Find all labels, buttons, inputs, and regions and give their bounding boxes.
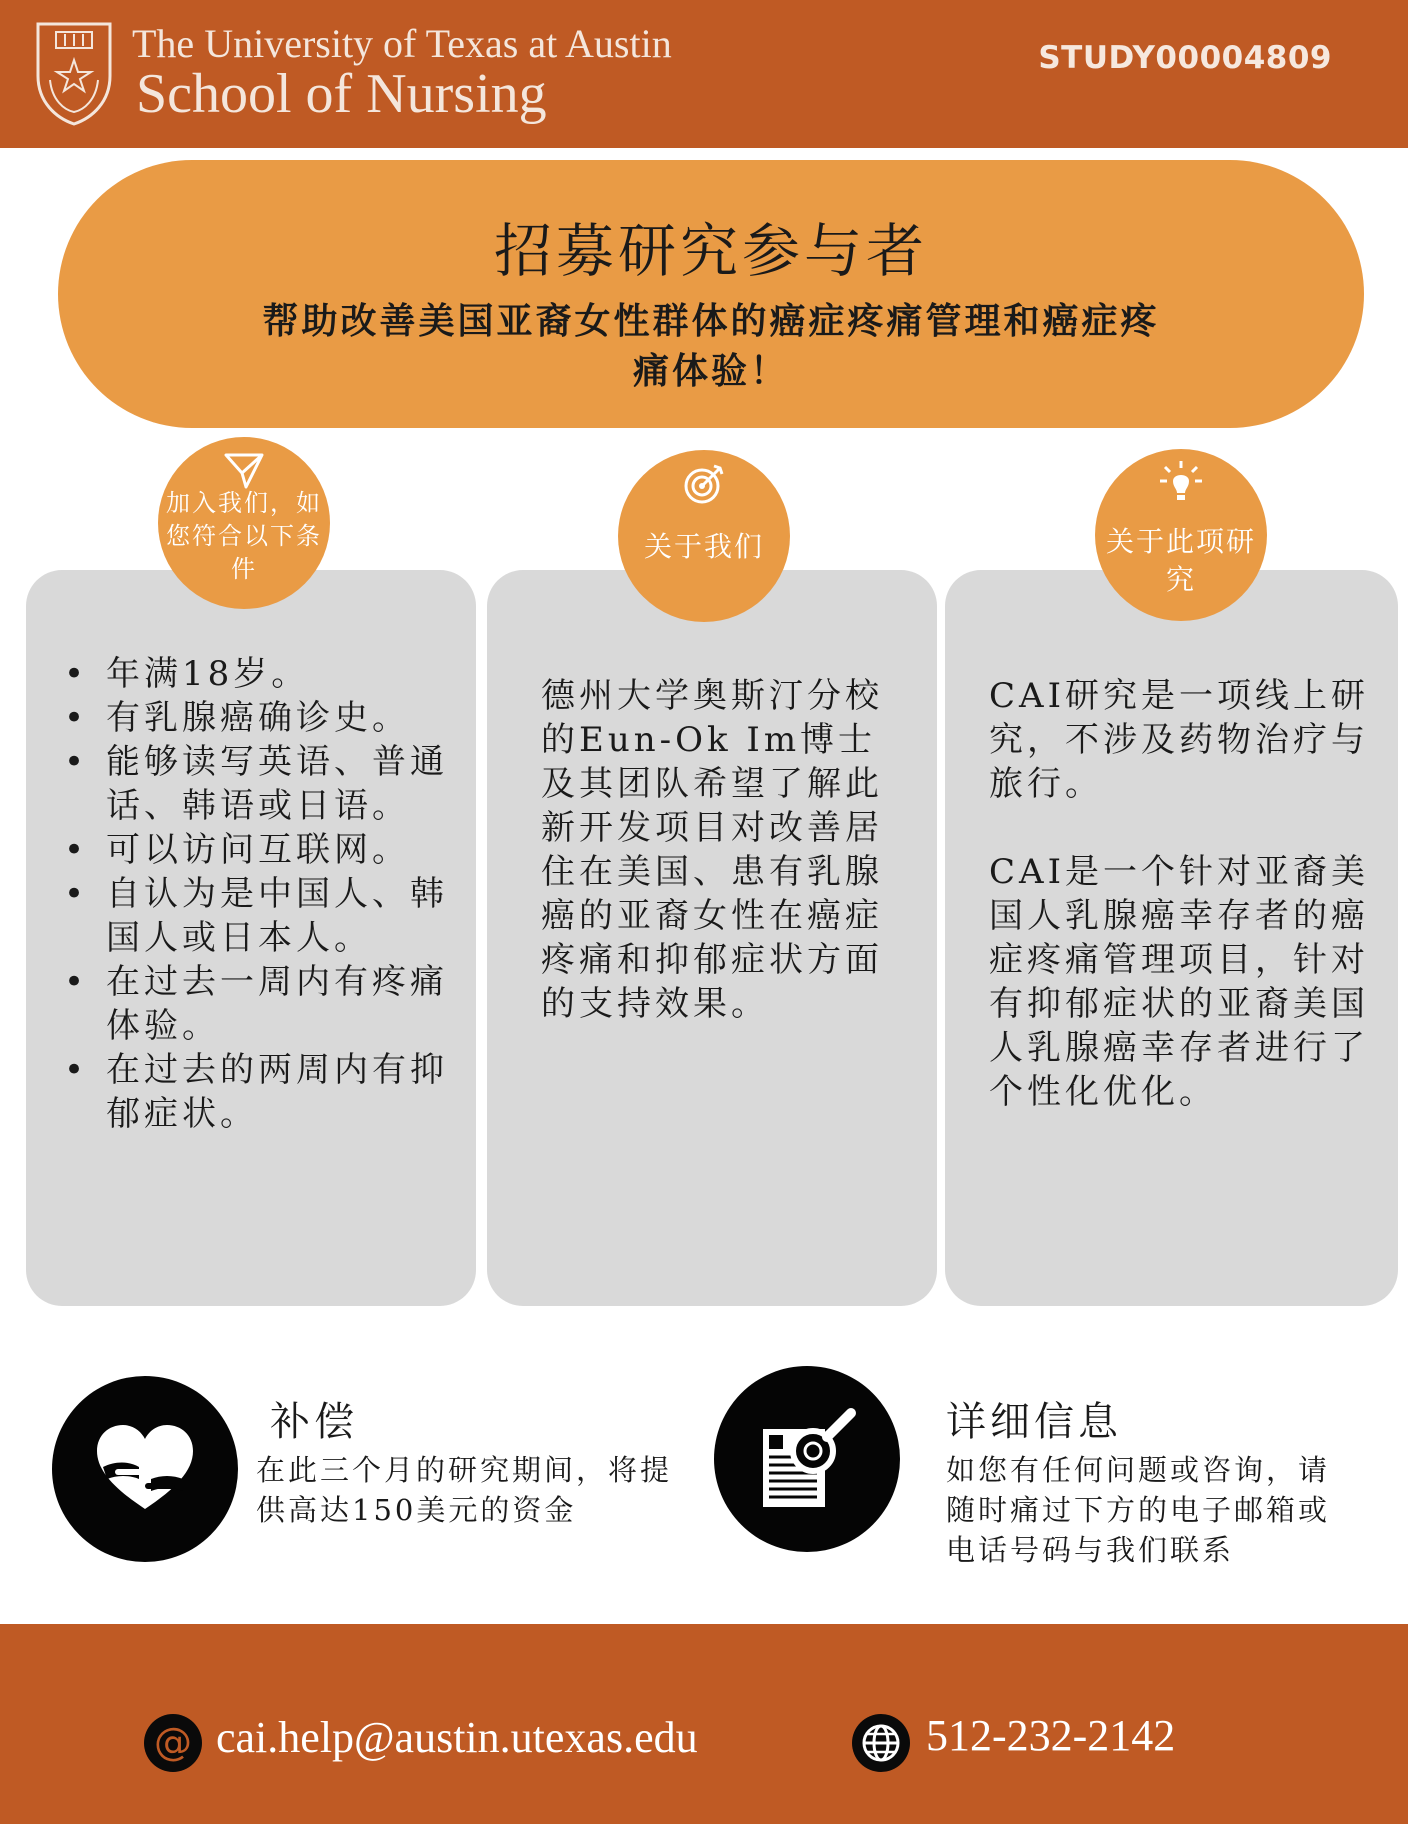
about-us-text: 德州大学奥斯汀分校的Eun-Ok Im博士及其团队希望了解此新开发项目对改善居住在美国、患有乳腺癌的亚裔女性在癌症疼痛和抑郁症状方面的支持效果。	[541, 676, 883, 1024]
about-study-paragraph: CAI是一个针对亚裔美国人乳腺癌幸存者的癌症疼痛管理项目，针对有抑郁症状的亚裔美国人乳腺癌幸存者进行了个性化优化。	[989, 852, 1369, 1112]
compensation-icon-circle	[52, 1376, 238, 1562]
list-item: • 年满18岁。	[50, 652, 460, 696]
list-item: • 在过去的两周内有抑郁症状。	[50, 1048, 460, 1136]
about-us-label: 关于我们	[643, 530, 764, 563]
phone-link[interactable]: 512-232-2142	[926, 1711, 1176, 1760]
document-magnifier-icon	[747, 1399, 867, 1519]
eligibility-list	[50, 652, 460, 1136]
ut-shield-logo-icon	[34, 20, 114, 128]
list-item: • 有乳腺癌确诊史。	[50, 696, 460, 740]
recruitment-banner	[58, 160, 1364, 428]
about-us-badge	[618, 450, 790, 622]
university-name: The University of Texas at Austin	[132, 21, 672, 66]
email-link[interactable]: cai.help@austin.utexas.edu	[216, 1713, 698, 1762]
globe-icon	[852, 1714, 910, 1772]
banner-subtitle: 帮助改善美国亚裔女性群体的癌症疼痛管理和癌症疼痛体验！	[262, 300, 1160, 392]
about-study-label: 关于此项研究	[1105, 525, 1256, 596]
compensation-text: 在此三个月的研究期间，将提供高达150美元的资金	[256, 1453, 673, 1527]
about-us-card	[487, 570, 937, 1306]
heart-hands-icon	[85, 1409, 205, 1529]
at-sign-icon	[144, 1714, 202, 1772]
about-study-card	[945, 570, 1398, 1306]
eligibility-badge	[158, 437, 330, 609]
at-sign-glyph: @	[154, 1720, 192, 1764]
globe-glyph	[852, 1714, 910, 1772]
compensation-title: 补偿	[270, 1399, 358, 1445]
about-study-text	[989, 674, 1379, 1114]
about-study-badge	[1095, 449, 1267, 621]
study-id: STUDY00004809	[1038, 40, 1332, 76]
about-study-paragraph: CAI研究是一项线上研究，不涉及药物治疗与旅行。	[989, 676, 1369, 804]
list-item: • 能够读写英语、普通话、韩语或日语。	[50, 740, 460, 828]
eligibility-card	[26, 570, 476, 1306]
list-item: • 在过去一周内有疼痛体验。	[50, 960, 460, 1048]
eligibility-label: 加入我们，如您符合以下条件	[166, 489, 322, 583]
more-info-text: 如您有任何问题或咨询，请随时痛过下方的电子邮箱或电话号码与我们联系	[946, 1453, 1331, 1567]
more-info-icon-circle	[714, 1366, 900, 1552]
school-name: School of Nursing	[136, 63, 547, 125]
list-item: • 自认为是中国人、韩国人或日本人。	[50, 872, 460, 960]
more-info-title: 详细信息	[946, 1399, 1122, 1445]
footer-bar	[0, 1624, 1408, 1824]
lightbulb-icon	[1157, 459, 1205, 507]
header-bar	[0, 0, 1408, 148]
banner-title: 招募研究参与者	[493, 217, 928, 285]
target-icon	[680, 460, 728, 508]
list-item: • 可以访问互联网。	[50, 828, 460, 872]
